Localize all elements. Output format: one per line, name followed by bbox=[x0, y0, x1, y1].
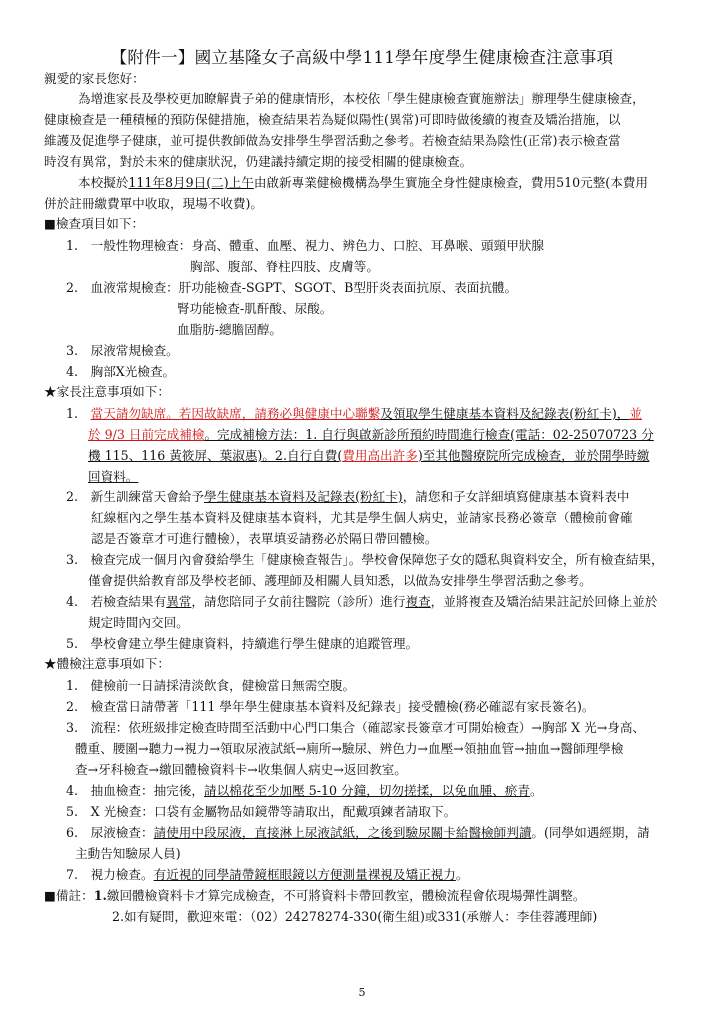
exam-item-2-cont-2: 血脂肪-總膽固醇。 bbox=[177, 322, 283, 337]
remark-text: 繳回體檢資料卡才算完成檢查，不可將資料卡帶回教室，體檢流程會依現場彈性調整。 bbox=[106, 888, 586, 903]
intro-exam-date-line bbox=[78, 175, 648, 191]
parent-note-1-deadline: 於 9/3 日前完成補檢 bbox=[88, 427, 205, 442]
parent-note-3: 3. 檢查完成一個月內會發給學生「健康檢查報告」。學校會保障您子女的隱私與資料安全，所有檢查結果， bbox=[66, 552, 664, 567]
parent-note-1-method: 。完成補檢方法：1. 自行與啟新診所預約時間進行檢查(電話：02-25070723 分 bbox=[204, 427, 654, 442]
intro-line-1: 為增進家長及學校更加瞭解貴子弟的健康情形，本校依「學生健康檢查實施辦法」辦理學生健康檢查， bbox=[78, 91, 645, 106]
remark-line-2: 2.如有疑問，歡迎來電：（02）24278274-330(衛生組)或331(承辦人：李佳蓉護理師) bbox=[112, 909, 598, 924]
exam-note-7-end: 。 bbox=[455, 867, 469, 882]
remark-label: ■備註： bbox=[44, 888, 94, 903]
exam-note-7-text: 7. 視力檢查。 bbox=[66, 867, 154, 882]
intro-line-4: 時沒有異常，對於未來的健康狀況，仍建議持續定期的接受相關的健康檢查。 bbox=[44, 154, 473, 169]
exam-note-7 bbox=[66, 867, 468, 883]
intro-exam-text-2: 由啟新專業健檢機構為學生實施全身性健康檢查，費用510元整(本費用 bbox=[253, 175, 648, 190]
document-title: 【附件一】國立基隆女子高級中學111學年度學生健康檢查注意事項 bbox=[110, 48, 614, 67]
remark-line-1 bbox=[44, 888, 585, 904]
parent-note-2-text-2: ，請您和子女詳細填寫健康基本資料表中 bbox=[402, 489, 630, 504]
remark-number: 1. bbox=[93, 888, 107, 903]
parent-note-1-extension: 機 115、116 黃筱屏、葉淑惠)。2.自行自費( bbox=[88, 448, 343, 463]
parent-note-1-number: 1. bbox=[66, 406, 79, 421]
parent-note-2-number: 2. bbox=[66, 489, 79, 504]
exam-date: 111年8月9日(二)上午 bbox=[128, 175, 254, 190]
parent-note-1-text: 及領取學生健康基本資料及紀錄表(粉紅卡)， bbox=[380, 406, 630, 421]
parent-note-2 bbox=[66, 489, 629, 505]
exam-note-4-end: 。 bbox=[529, 783, 543, 798]
parent-note-4-line-2: 規定時間內交回。 bbox=[88, 615, 189, 630]
exam-note-5: 5. X 光檢查：口袋有金屬物品如鏡帶等請取出，配戴項鍊者請取下。 bbox=[66, 804, 457, 819]
parent-note-2-line-2: 紅線框內之學生基本資料及健康基本資料，尤其是學生個人病史，並請家長務必簽章（體檢前會確 bbox=[91, 510, 633, 525]
parent-note-2-text: 新生訓練當天會給予 bbox=[90, 489, 204, 504]
exam-item-2-cont: 腎功能檢查-肌酐酸、尿酸。 bbox=[177, 301, 333, 316]
parent-note-1-warning-2: 並 bbox=[629, 406, 642, 421]
exam-note-2: 2. 檢查當日請帶著「111 學年學生健康基本資料及紀錄表」接受體檢(務必確認有家長簽名)。 bbox=[66, 699, 595, 714]
parent-note-4 bbox=[66, 594, 657, 610]
parent-note-4-text-3: ，並將複查及矯治結果註記於回條上並於 bbox=[430, 594, 658, 609]
intro-fee-line: 併於註冊繳費單中收取，現場不收費)。 bbox=[44, 196, 264, 211]
parent-note-1-line-4 bbox=[88, 469, 138, 485]
exam-note-6-line-2: 主動告知驗尿人員) bbox=[75, 846, 181, 861]
section-exam-notes-heading: ★體檢注意事項如下： bbox=[44, 656, 170, 671]
section-parent-notes-heading: ★家長注意事項如下： bbox=[44, 384, 170, 399]
exam-note-3: 3. 流程：依班級排定檢查時間至活動中心門口集合（確認家長簽章才可開始檢查）→胸部 X 光→身高、 bbox=[66, 720, 646, 735]
intro-line-3: 維護及促進學子健康，並可提供教師做為安排學生學習活動之參考。若檢查結果為陰性(正常)表示檢查當 bbox=[44, 133, 621, 148]
vision-instruction: 有近視的同學請帶鏡框眼鏡以方便測量裸視及矯正視力 bbox=[153, 867, 456, 882]
parent-note-4-text-2: ，請您陪同子女前往醫院（診所）進行 bbox=[191, 594, 406, 609]
parent-note-4-number: 4. bbox=[66, 594, 79, 609]
parent-note-3-line-2: 僅會提供給教育部及學校老師、護理師及相關人員知悉，以做為安排學生學習活動之參考。 bbox=[88, 573, 592, 588]
parent-note-1-other-clinic: )至其他醫療院所完成檢查，並於開學時繳 bbox=[417, 448, 650, 463]
exam-note-4-text: 4. 抽血檢查：抽完後， bbox=[66, 783, 204, 798]
exam-item-1: 1. 一般性物理檢查：身高、體重、血壓、視力、辨色力、口腔、耳鼻喉、頭頸甲狀腺 bbox=[66, 238, 544, 253]
exam-note-3-line-2: 體重、腰圍→聽力→視力→領取尿液試紙→廁所→驗尿、辨色力→血壓→領抽血管→抽血→醫師理學檢 bbox=[75, 741, 624, 756]
parent-note-1-line-2 bbox=[88, 427, 654, 443]
recheck-word: 複查 bbox=[405, 594, 431, 609]
pink-card-name: 學生健康基本資料及記錄表(粉紅卡) bbox=[203, 489, 403, 504]
blood-pressure-instruction: 請以棉花至少加壓 5-10 分鐘，切勿搓揉，以免血腫、瘀青 bbox=[203, 783, 530, 798]
parent-note-1-warning: 當天請勿缺席。若因故缺席，請務必與健康中心聯繫 bbox=[90, 406, 381, 421]
page-number: 5 bbox=[358, 986, 366, 999]
urine-instruction: 請使用中段尿液，直接淋上尿液試紙，之後到驗尿關卡給醫檢師判讀 bbox=[153, 825, 532, 840]
parent-note-1 bbox=[66, 406, 642, 422]
exam-item-4: 4. 胸部X光檢查。 bbox=[66, 364, 176, 379]
exam-note-3-line-3: 查→牙科檢查→繳回體檢資料卡→收集個人病史→返回教室。 bbox=[75, 762, 407, 777]
parent-note-1-cost-warning: 費用高出許多 bbox=[342, 448, 418, 463]
exam-note-6-text-2: 。(同學如遇經期，請 bbox=[531, 825, 650, 840]
abnormal-word: 異常 bbox=[166, 594, 192, 609]
exam-item-3: 3. 尿液常規檢查。 bbox=[66, 343, 179, 358]
parent-note-2-line-3: 認是否簽章才可進行體檢），表單填妥請務必於隔日帶回體檢。 bbox=[91, 531, 438, 546]
exam-item-1-cont: 胸部、腹部、脊柱四肢、皮膚等。 bbox=[190, 259, 379, 274]
parent-note-5: 5. 學校會建立學生健康資料，持續進行學生健康的追蹤管理。 bbox=[66, 636, 419, 651]
parent-note-4-text: 若檢查結果有 bbox=[90, 594, 167, 609]
greeting: 親愛的家長您好： bbox=[44, 71, 145, 86]
parent-note-1-line-3 bbox=[88, 448, 649, 464]
exam-note-6-text: 6. 尿液檢查： bbox=[66, 825, 154, 840]
exam-note-1: 1. 健檢前一日請採清淡飲食，健檢當日無需空腹。 bbox=[66, 678, 356, 693]
intro-line-2: 健康檢查是一種積極的預防保健措施，檢查結果若為疑似陽性(異常)可即時做後續的複查及矯治措施，以 bbox=[44, 112, 621, 127]
parent-note-1-return: 回資料。 bbox=[88, 469, 139, 484]
intro-exam-text: 本校擬於 bbox=[78, 175, 129, 190]
exam-note-6 bbox=[66, 825, 650, 841]
section-exam-items-heading: ■檢查項目如下： bbox=[44, 216, 145, 231]
exam-note-4 bbox=[66, 783, 543, 799]
exam-item-2: 2. 血液常規檢查：肝功能檢查-SGPT、SGOT、B型肝炎表面抗原、表面抗體。 bbox=[66, 280, 518, 295]
